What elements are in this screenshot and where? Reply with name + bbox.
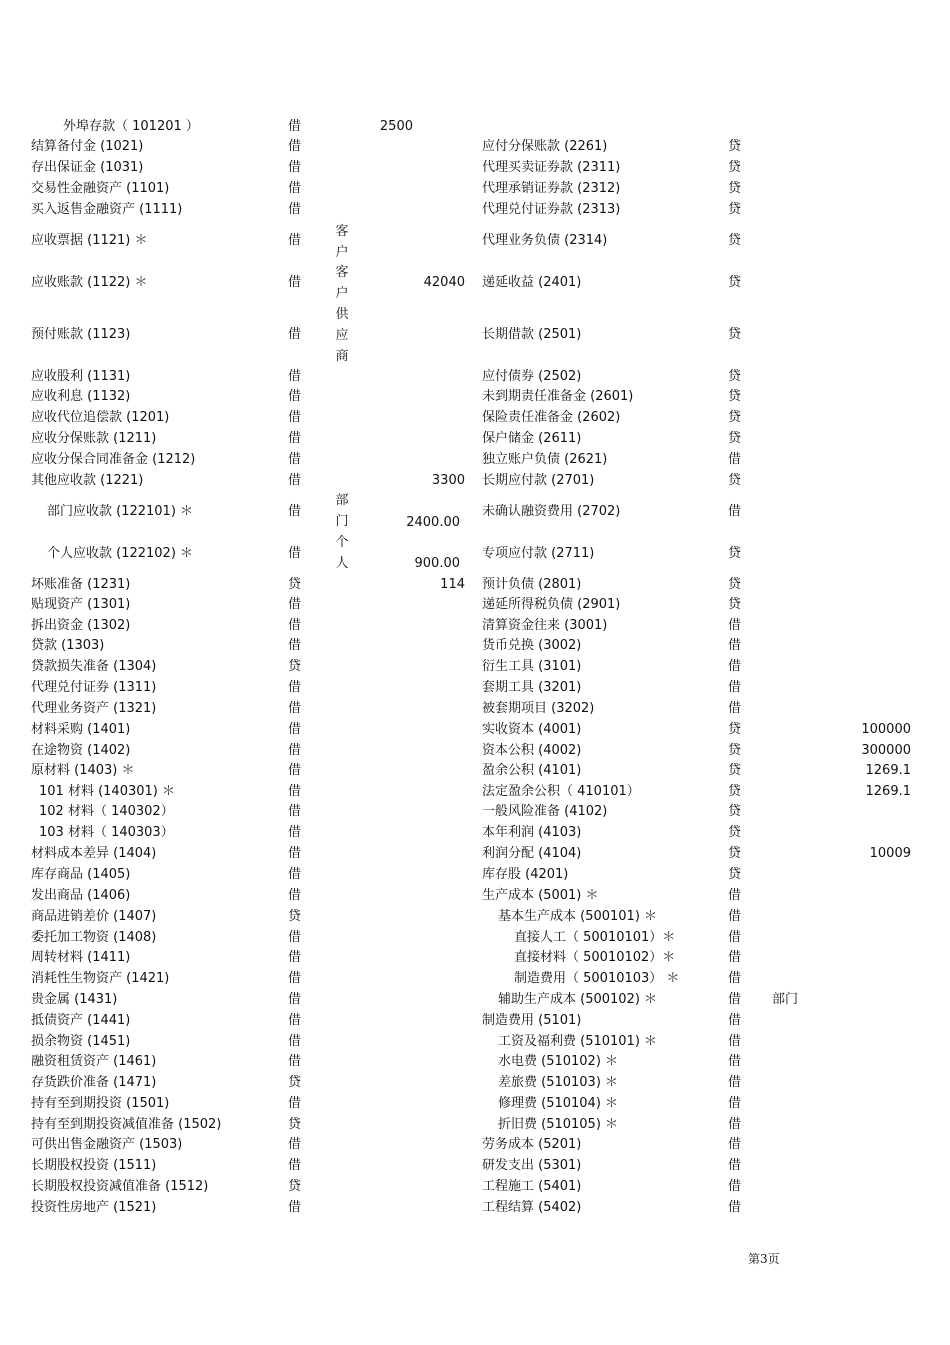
right-account-direction: 借 bbox=[728, 1054, 742, 1069]
aux-label-customer: 客户 bbox=[335, 224, 349, 260]
left-account-direction: 借 bbox=[288, 473, 302, 488]
right-account-name: 保户储金 (2611) bbox=[482, 431, 582, 446]
left-account-direction: 借 bbox=[288, 119, 302, 134]
right-account-direction: 贷 bbox=[728, 825, 742, 840]
right-account-direction: 借 bbox=[728, 950, 742, 965]
right-account-name: 代理兑付证券款 (2313) bbox=[482, 202, 621, 217]
left-account-name: 坏账准备 (1231) bbox=[31, 577, 131, 592]
left-account-name: 103 材料（ 140303） bbox=[39, 825, 174, 840]
right-account-direction: 借 bbox=[728, 701, 742, 716]
left-account-direction: 贷 bbox=[288, 1179, 302, 1194]
left-account-direction: 借 bbox=[288, 202, 302, 217]
right-account-name: 保险责任准备金 (2602) bbox=[482, 410, 621, 425]
left-account-name: 应收分保账款 (1211) bbox=[31, 431, 157, 446]
aux-label-department: 部门 bbox=[335, 493, 349, 529]
left-account-name: 交易性金融资产 (1101) bbox=[31, 181, 170, 196]
right-account-name: 直接材料（ 50010102）＊ bbox=[514, 950, 676, 965]
right-account-name: 基本生产成本 (500101) ＊ bbox=[498, 909, 658, 924]
left-account-name: 个人应收款 (122102) ＊ bbox=[47, 546, 194, 561]
right-account-direction: 贷 bbox=[728, 846, 742, 861]
right-account-direction: 借 bbox=[728, 659, 742, 674]
right-account-amount: 10009 bbox=[869, 846, 911, 861]
right-account-direction: 借 bbox=[728, 971, 742, 986]
right-account-direction: 借 bbox=[728, 909, 742, 924]
left-account-direction: 借 bbox=[288, 275, 302, 290]
right-account-direction: 贷 bbox=[728, 784, 742, 799]
right-account-name: 资本公积 (4002) bbox=[482, 743, 582, 758]
left-account-name: 应收利息 (1132) bbox=[31, 389, 131, 404]
left-account-direction: 借 bbox=[288, 680, 302, 695]
right-account-name: 实收资本 (4001) bbox=[482, 722, 582, 737]
right-account-name: 修理费 (510104) ＊ bbox=[498, 1096, 619, 1111]
left-account-direction: 借 bbox=[288, 804, 302, 819]
right-account-name: 工资及福利费 (510101) ＊ bbox=[498, 1034, 658, 1049]
right-account-direction: 借 bbox=[728, 1034, 742, 1049]
aux-label-customer-supplier: 客户供应商 bbox=[335, 265, 349, 364]
left-account-direction: 借 bbox=[288, 389, 302, 404]
left-account-name: 代理兑付证券 (1311) bbox=[31, 680, 157, 695]
left-account-name: 贷款损失准备 (1304) bbox=[31, 659, 157, 674]
right-account-direction: 借 bbox=[728, 1179, 742, 1194]
left-account-direction: 借 bbox=[288, 431, 302, 446]
right-account-name: 预计负债 (2801) bbox=[482, 577, 582, 592]
left-account-name: 消耗性生物资产 (1421) bbox=[31, 971, 170, 986]
left-account-direction: 借 bbox=[288, 784, 302, 799]
right-account-name: 库存股 (4201) bbox=[482, 867, 569, 882]
right-account-name: 利润分配 (4104) bbox=[482, 846, 582, 861]
left-account-name: 存货跌价准备 (1471) bbox=[31, 1075, 157, 1090]
right-account-direction: 贷 bbox=[728, 275, 742, 290]
left-account-direction: 借 bbox=[288, 950, 302, 965]
right-account-name: 制造费用 (5101) bbox=[482, 1013, 582, 1028]
left-account-direction: 借 bbox=[288, 888, 302, 903]
right-account-name: 一般风险准备 (4102) bbox=[482, 804, 608, 819]
right-account-name: 工程结算 (5402) bbox=[482, 1200, 582, 1215]
right-account-direction: 借 bbox=[728, 1117, 742, 1132]
left-account-amount: 2500 bbox=[379, 119, 413, 134]
right-account-name: 长期应付款 (2701) bbox=[482, 473, 595, 488]
right-account-direction: 贷 bbox=[728, 473, 742, 488]
right-account-name: 代理业务负债 (2314) bbox=[482, 233, 608, 248]
right-account-name: 本年利润 (4103) bbox=[482, 825, 582, 840]
aux-label-person: 个人 bbox=[335, 535, 349, 571]
left-account-direction: 贷 bbox=[288, 1075, 302, 1090]
right-account-direction: 借 bbox=[728, 1075, 742, 1090]
left-account-name: 外埠存款（ 101201 ） bbox=[63, 119, 199, 134]
left-account-direction: 贷 bbox=[288, 1117, 302, 1132]
left-account-direction: 借 bbox=[288, 618, 302, 633]
left-account-direction: 借 bbox=[288, 327, 302, 342]
left-account-direction: 贷 bbox=[288, 909, 302, 924]
right-account-amount: 100000 bbox=[861, 722, 911, 737]
right-account-direction: 贷 bbox=[728, 763, 742, 778]
left-account-name: 商品进销差价 (1407) bbox=[31, 909, 157, 924]
left-account-name: 持有至到期投资 (1501) bbox=[31, 1096, 170, 1111]
right-account-name: 制造费用（ 50010103） ＊ bbox=[514, 971, 680, 986]
left-account-direction: 借 bbox=[288, 763, 302, 778]
right-account-name: 清算资金往来 (3001) bbox=[482, 618, 608, 633]
left-account-direction: 借 bbox=[288, 597, 302, 612]
right-account-direction: 借 bbox=[728, 680, 742, 695]
right-account-name: 应付分保账款 (2261) bbox=[482, 139, 608, 154]
right-account-amount: 1269.1 bbox=[865, 763, 911, 778]
left-account-name: 结算备付金 (1021) bbox=[31, 139, 144, 154]
left-account-direction: 借 bbox=[288, 1158, 302, 1173]
right-account-direction: 借 bbox=[728, 1137, 742, 1152]
right-account-direction: 借 bbox=[728, 1200, 742, 1215]
right-account-name: 被套期项目 (3202) bbox=[482, 701, 595, 716]
right-account-name: 货币兑换 (3002) bbox=[482, 638, 582, 653]
left-account-direction: 贷 bbox=[288, 659, 302, 674]
left-account-amount: 2400.00 bbox=[406, 515, 460, 530]
left-account-name: 抵债资产 (1441) bbox=[31, 1013, 131, 1028]
right-account-direction: 贷 bbox=[728, 410, 742, 425]
right-account-name: 直接人工（ 50010101）＊ bbox=[514, 930, 676, 945]
right-account-direction: 借 bbox=[728, 930, 742, 945]
left-account-name: 代理业务资产 (1321) bbox=[31, 701, 157, 716]
left-account-name: 材料采购 (1401) bbox=[31, 722, 131, 737]
right-account-direction: 贷 bbox=[728, 867, 742, 882]
right-account-name: 劳务成本 (5201) bbox=[482, 1137, 582, 1152]
left-account-direction: 借 bbox=[288, 369, 302, 384]
left-account-direction: 借 bbox=[288, 1013, 302, 1028]
right-account-name: 盈余公积 (4101) bbox=[482, 763, 582, 778]
right-account-direction: 贷 bbox=[728, 597, 742, 612]
left-account-amount: 42040 bbox=[423, 275, 465, 290]
right-account-name: 递延收益 (2401) bbox=[482, 275, 582, 290]
left-account-direction: 借 bbox=[288, 410, 302, 425]
left-account-direction: 借 bbox=[288, 233, 302, 248]
left-account-name: 融资租赁资产 (1461) bbox=[31, 1054, 157, 1069]
right-account-direction: 贷 bbox=[728, 389, 742, 404]
left-account-name: 应收股利 (1131) bbox=[31, 369, 131, 384]
left-account-direction: 借 bbox=[288, 1137, 302, 1152]
left-account-name: 应收票据 (1121) ＊ bbox=[31, 233, 148, 248]
left-account-name: 在途物资 (1402) bbox=[31, 743, 131, 758]
right-account-direction: 借 bbox=[728, 618, 742, 633]
right-account-name: 衍生工具 (3101) bbox=[482, 659, 582, 674]
right-account-name: 水电费 (510102) ＊ bbox=[498, 1054, 619, 1069]
right-account-name: 工程施工 (5401) bbox=[482, 1179, 582, 1194]
left-account-direction: 借 bbox=[288, 930, 302, 945]
left-account-direction: 借 bbox=[288, 825, 302, 840]
left-account-direction: 借 bbox=[288, 743, 302, 758]
left-account-name: 原材料 (1403) ＊ bbox=[31, 763, 135, 778]
left-account-name: 101 材料 (140301) ＊ bbox=[39, 784, 175, 799]
right-account-name: 未确认融资费用 (2702) bbox=[482, 504, 621, 519]
left-account-amount: 900.00 bbox=[414, 556, 460, 571]
left-account-name: 贵金属 (1431) bbox=[31, 992, 118, 1007]
left-account-direction: 借 bbox=[288, 638, 302, 653]
right-account-name: 代理买卖证券款 (2311) bbox=[482, 160, 621, 175]
left-account-direction: 借 bbox=[288, 504, 302, 519]
left-account-direction: 借 bbox=[288, 867, 302, 882]
right-account-name: 专项应付款 (2711) bbox=[482, 546, 595, 561]
left-account-direction: 借 bbox=[288, 1054, 302, 1069]
left-account-name: 长期股权投资 (1511) bbox=[31, 1158, 157, 1173]
left-account-name: 贷款 (1303) bbox=[31, 638, 105, 653]
left-account-name: 发出商品 (1406) bbox=[31, 888, 131, 903]
right-account-direction: 贷 bbox=[728, 181, 742, 196]
right-account-name: 生产成本 (5001) ＊ bbox=[482, 888, 599, 903]
right-account-name: 代理承销证券款 (2312) bbox=[482, 181, 621, 196]
left-account-name: 投资性房地产 (1521) bbox=[31, 1200, 157, 1215]
left-account-name: 库存商品 (1405) bbox=[31, 867, 131, 882]
left-account-name: 委托加工物资 (1408) bbox=[31, 930, 157, 945]
left-account-name: 存出保证金 (1031) bbox=[31, 160, 144, 175]
right-account-direction: 借 bbox=[728, 638, 742, 653]
left-account-direction: 借 bbox=[288, 701, 302, 716]
left-account-direction: 借 bbox=[288, 846, 302, 861]
right-account-name: 辅助生产成本 (500102) ＊ bbox=[498, 992, 658, 1007]
right-account-amount: 1269.1 bbox=[865, 784, 911, 799]
left-account-name: 长期股权投资减值准备 (1512) bbox=[31, 1179, 209, 1194]
left-account-direction: 借 bbox=[288, 1096, 302, 1111]
left-account-name: 应收代位追偿款 (1201) bbox=[31, 410, 170, 425]
right-account-name: 应付债券 (2502) bbox=[482, 369, 582, 384]
right-account-direction: 贷 bbox=[728, 202, 742, 217]
left-account-direction: 借 bbox=[288, 1200, 302, 1215]
left-account-name: 持有至到期投资减值准备 (1502) bbox=[31, 1117, 222, 1132]
right-account-direction: 借 bbox=[728, 452, 742, 467]
right-account-direction: 贷 bbox=[728, 139, 742, 154]
left-account-direction: 借 bbox=[288, 139, 302, 154]
left-account-direction: 借 bbox=[288, 1034, 302, 1049]
left-account-direction: 借 bbox=[288, 452, 302, 467]
right-account-direction: 借 bbox=[728, 1096, 742, 1111]
left-account-name: 周转材料 (1411) bbox=[31, 950, 131, 965]
right-account-amount: 300000 bbox=[861, 743, 911, 758]
right-account-direction: 贷 bbox=[728, 743, 742, 758]
right-account-direction: 借 bbox=[728, 1013, 742, 1028]
left-account-name: 部门应收款 (122101) ＊ bbox=[47, 504, 194, 519]
right-account-direction: 借 bbox=[728, 1158, 742, 1173]
left-account-direction: 贷 bbox=[288, 577, 302, 592]
right-account-name: 长期借款 (2501) bbox=[482, 327, 582, 342]
left-account-direction: 借 bbox=[288, 546, 302, 561]
left-account-name: 其他应收款 (1221) bbox=[31, 473, 144, 488]
right-account-direction: 贷 bbox=[728, 431, 742, 446]
right-account-direction: 借 bbox=[728, 992, 742, 1007]
left-account-name: 材料成本差异 (1404) bbox=[31, 846, 157, 861]
left-account-name: 应收账款 (1122) ＊ bbox=[31, 275, 148, 290]
right-account-name: 未到期责任准备金 (2601) bbox=[482, 389, 634, 404]
left-account-direction: 借 bbox=[288, 181, 302, 196]
left-account-direction: 借 bbox=[288, 722, 302, 737]
left-account-name: 买入返售金融资产 (1111) bbox=[31, 202, 183, 217]
left-account-name: 预付账款 (1123) bbox=[31, 327, 131, 342]
left-account-name: 贴现资产 (1301) bbox=[31, 597, 131, 612]
right-account-name: 法定盈余公积（ 410101） bbox=[482, 784, 640, 799]
left-account-amount: 114 bbox=[440, 577, 465, 592]
left-account-direction: 借 bbox=[288, 992, 302, 1007]
right-account-direction: 贷 bbox=[728, 804, 742, 819]
right-account-direction: 贷 bbox=[728, 160, 742, 175]
right-account-direction: 贷 bbox=[728, 546, 742, 561]
right-account-direction: 贷 bbox=[728, 577, 742, 592]
right-account-aux: 部门 bbox=[772, 992, 799, 1007]
right-account-direction: 贷 bbox=[728, 233, 742, 248]
right-account-name: 套期工具 (3201) bbox=[482, 680, 582, 695]
left-account-name: 应收分保合同准备金 (1212) bbox=[31, 452, 196, 467]
left-account-direction: 借 bbox=[288, 971, 302, 986]
right-account-direction: 贷 bbox=[728, 722, 742, 737]
right-account-name: 递延所得税负债 (2901) bbox=[482, 597, 621, 612]
right-account-direction: 借 bbox=[728, 504, 742, 519]
left-account-name: 102 材料（ 140302） bbox=[39, 804, 174, 819]
left-account-direction: 借 bbox=[288, 160, 302, 175]
left-account-name: 可供出售金融资产 (1503) bbox=[31, 1137, 183, 1152]
right-account-direction: 贷 bbox=[728, 327, 742, 342]
right-account-name: 研发支出 (5301) bbox=[482, 1158, 582, 1173]
right-account-name: 差旅费 (510103) ＊ bbox=[498, 1075, 619, 1090]
page-number: 第3页 bbox=[748, 1252, 780, 1266]
right-account-direction: 贷 bbox=[728, 369, 742, 384]
left-account-name: 拆出资金 (1302) bbox=[31, 618, 131, 633]
left-account-amount: 3300 bbox=[431, 473, 465, 488]
right-account-name: 折旧费 (510105) ＊ bbox=[498, 1117, 619, 1132]
left-account-name: 损余物资 (1451) bbox=[31, 1034, 131, 1049]
right-account-name: 独立账户负债 (2621) bbox=[482, 452, 608, 467]
right-account-direction: 借 bbox=[728, 888, 742, 903]
